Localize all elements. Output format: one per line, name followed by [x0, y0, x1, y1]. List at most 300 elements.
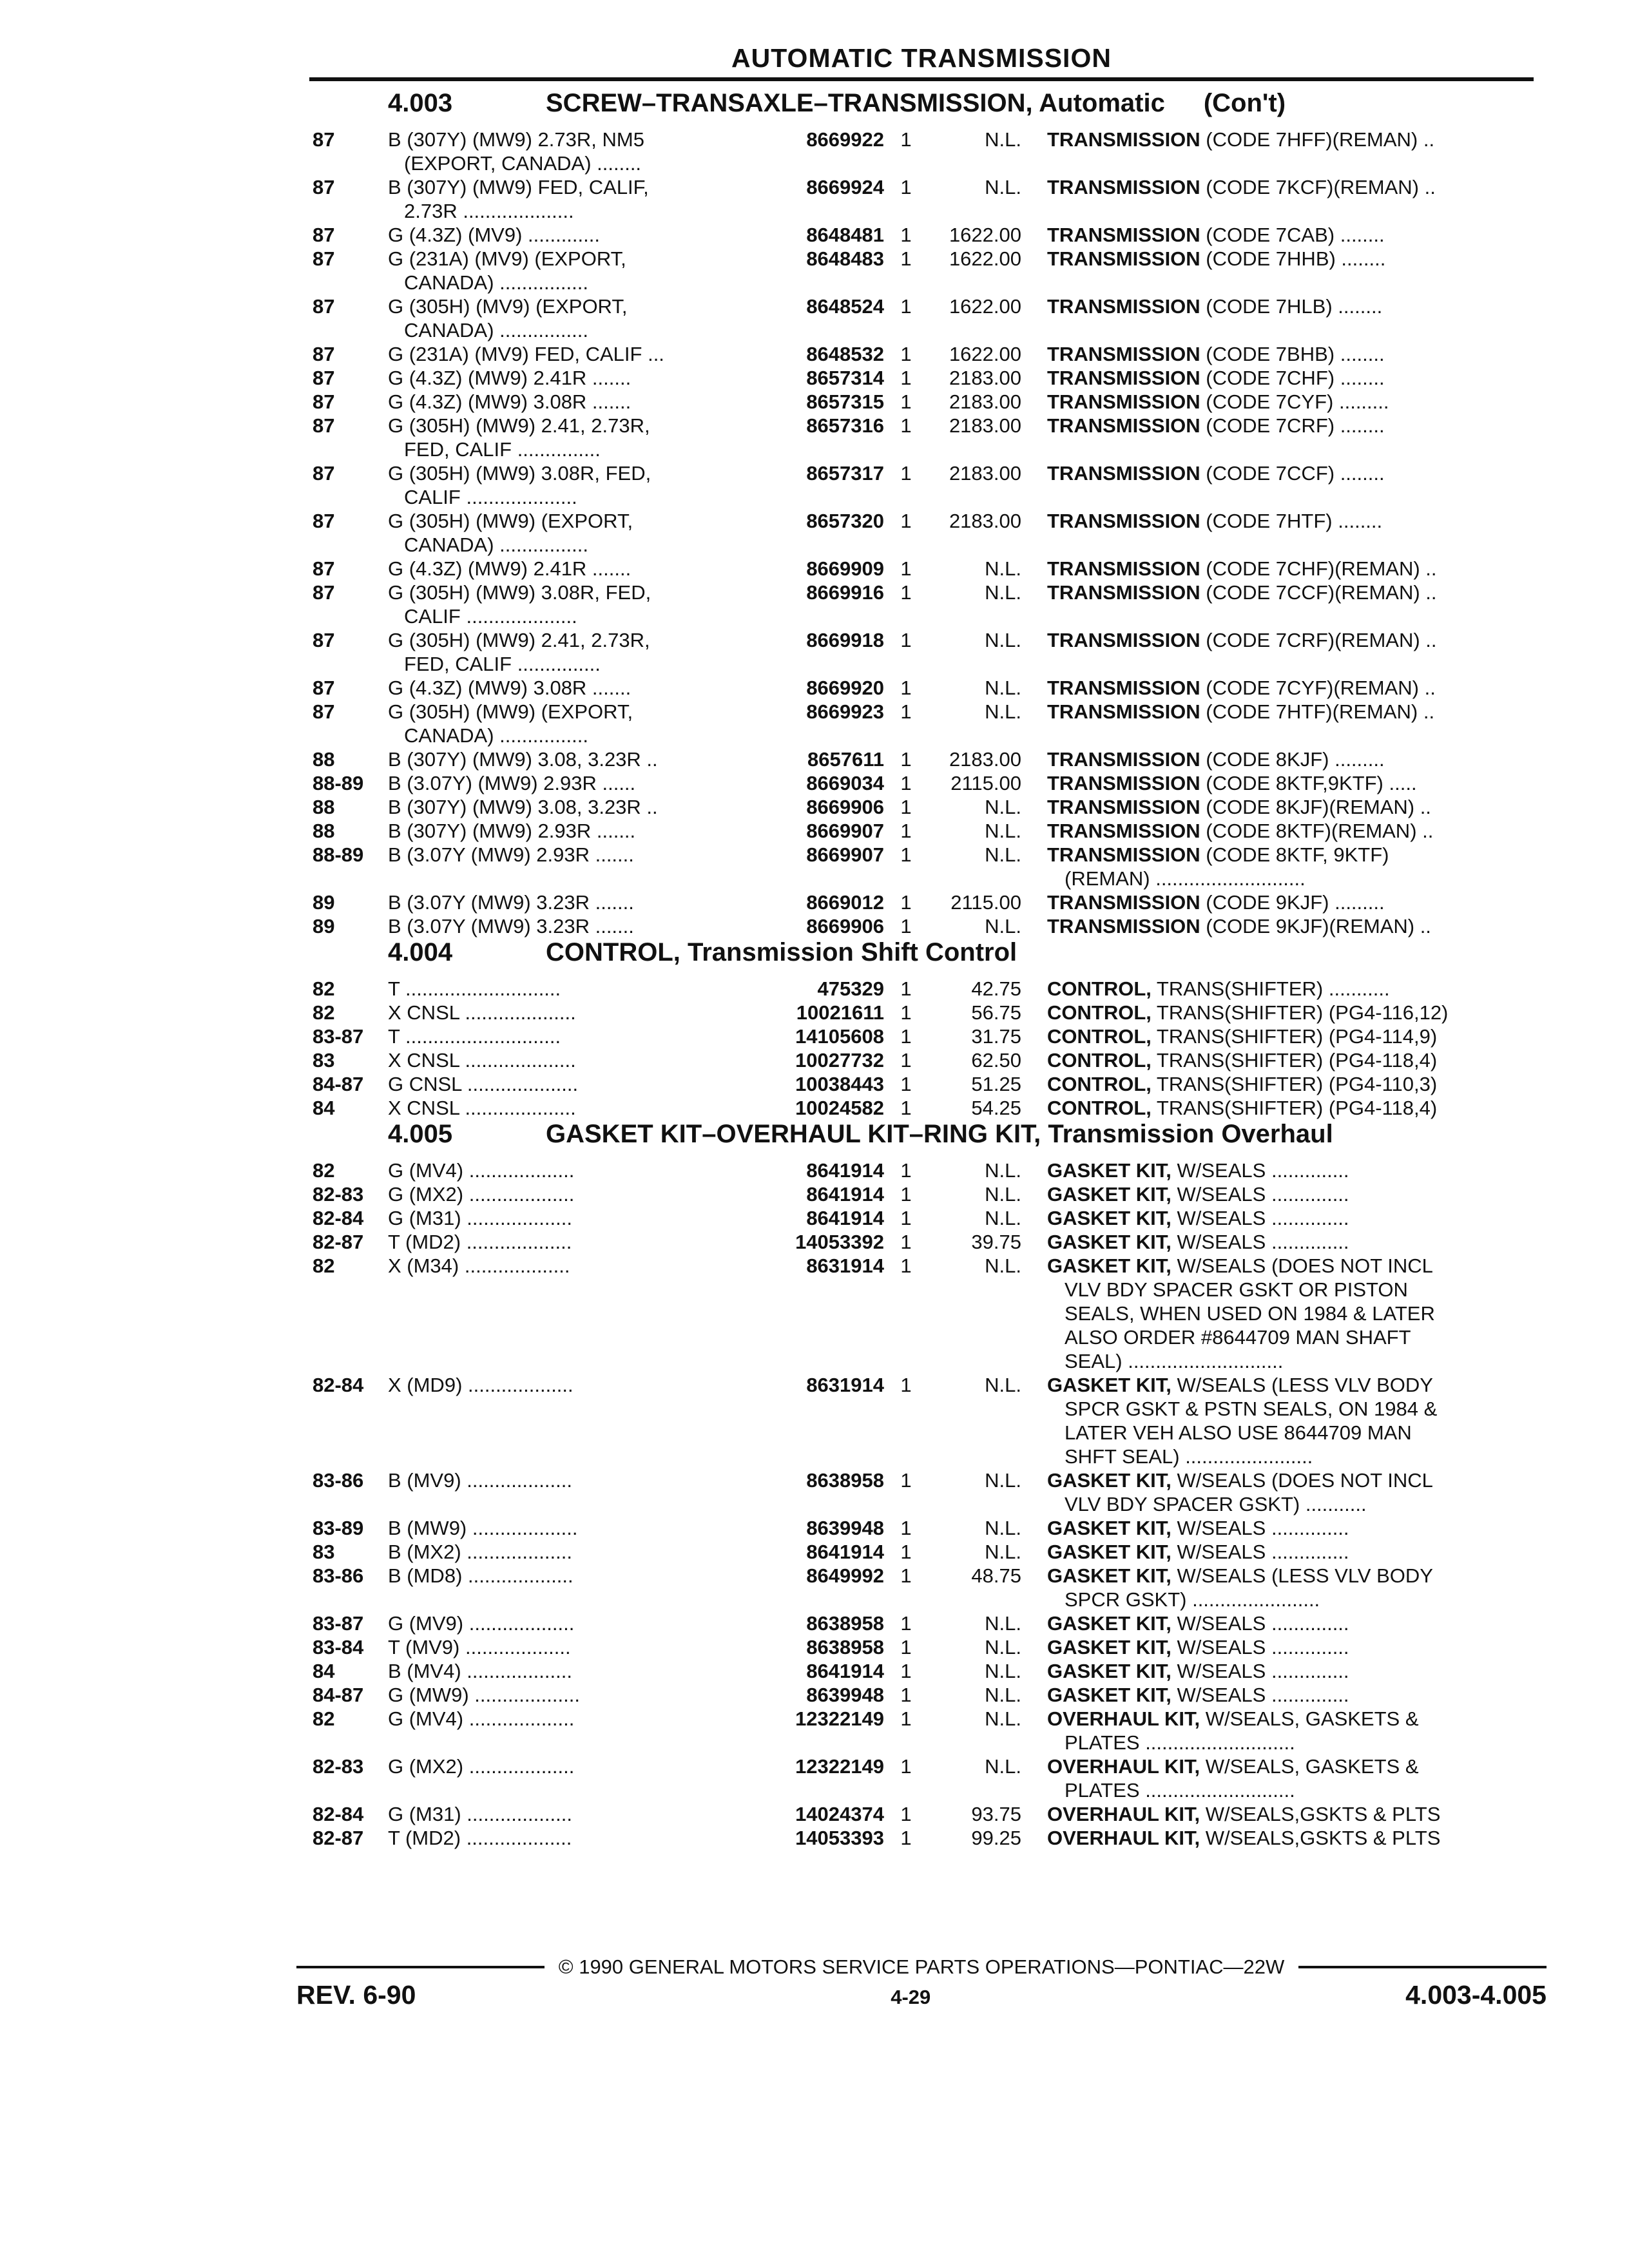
price: N.L.	[985, 1755, 1021, 1778]
part-name-line: SHFT SEAL) .......................	[1065, 1445, 1313, 1468]
application-desc	[388, 1611, 755, 1635]
application-line: CANADA) ................	[404, 271, 588, 294]
quantity: 1	[900, 1755, 912, 1778]
application-line: G (305H) (MW9) 3.08R, FED,	[388, 581, 651, 604]
quantity: 1	[900, 1254, 912, 1277]
application-line: T ............................	[388, 977, 561, 1000]
part-number: 8669922	[806, 128, 884, 151]
part-name-keyword: TRANSMISSION	[1047, 176, 1200, 198]
price: N.L.	[985, 1636, 1021, 1658]
revision-label: REV. 6-90	[296, 1980, 416, 2010]
part-name	[1047, 390, 1534, 414]
model-year: 82-83	[313, 1755, 364, 1778]
part-name-line: TRANSMISSION (CODE 7HHB) ........	[1047, 247, 1386, 270]
application-desc	[388, 1540, 755, 1564]
table-row	[313, 557, 1543, 581]
table-row	[313, 1659, 1543, 1683]
part-name-line: VLV BDY SPACER GSKT) ...........	[1065, 1493, 1367, 1515]
quantity: 1	[900, 1073, 912, 1095]
part-name-line: TRANSMISSION (CODE 8KTF,9KTF) .....	[1047, 772, 1417, 794]
part-name	[1047, 1826, 1534, 1850]
application-desc	[388, 1048, 755, 1072]
part-number: 8638958	[806, 1612, 884, 1635]
model-year: 87	[313, 510, 335, 532]
part-name	[1047, 1468, 1534, 1516]
part-name-keyword: CONTROL,	[1047, 1097, 1152, 1119]
section-range: 4.003-4.005	[1405, 1980, 1547, 2010]
part-name	[1047, 1206, 1534, 1230]
application-line: B (307Y) (MW9) 2.73R, NM5	[388, 128, 644, 151]
part-name-keyword: GASKET KIT,	[1047, 1374, 1171, 1396]
model-year: 83-87	[313, 1612, 364, 1635]
table-row	[313, 1611, 1543, 1635]
table-row	[313, 1254, 1543, 1373]
model-year: 88	[313, 748, 335, 771]
application-desc	[388, 819, 755, 843]
quantity: 1	[900, 1231, 912, 1253]
application-line: X CNSL ....................	[388, 1049, 576, 1072]
part-name	[1047, 977, 1534, 1001]
quantity: 1	[900, 915, 912, 937]
application-line: G CNSL ....................	[388, 1073, 579, 1095]
part-name	[1047, 557, 1534, 581]
part-name-keyword: TRANSMISSION	[1047, 581, 1200, 604]
parts-catalog	[313, 89, 1543, 1850]
quantity: 1	[900, 748, 912, 771]
quantity: 1	[900, 1541, 912, 1563]
model-year: 82-84	[313, 1207, 364, 1229]
quantity: 1	[900, 1025, 912, 1048]
model-year: 82	[313, 1254, 335, 1277]
part-number: 8669906	[806, 796, 884, 818]
part-name-keyword: TRANSMISSION	[1047, 414, 1200, 437]
part-number: 8657320	[806, 510, 884, 532]
table-row	[313, 1001, 1543, 1024]
part-number: 8641914	[806, 1541, 884, 1563]
application-line: G (MX2) ...................	[388, 1183, 575, 1206]
part-name-line: OVERHAUL KIT, W/SEALS,GSKTS & PLTS	[1047, 1803, 1441, 1825]
part-name	[1047, 1254, 1534, 1373]
part-name	[1047, 1707, 1534, 1754]
section-heading	[313, 89, 1543, 128]
model-year: 82-84	[313, 1803, 364, 1825]
quantity: 1	[900, 390, 912, 413]
section-title: CONTROL, Transmission Shift Control	[546, 938, 1017, 966]
price: N.L.	[985, 1612, 1021, 1635]
part-name-line: TRANSMISSION (CODE 7CYF)(REMAN) ..	[1047, 677, 1436, 699]
application-desc	[388, 1373, 755, 1397]
application-desc	[388, 1230, 755, 1254]
part-number: 8669909	[806, 557, 884, 580]
part-name	[1047, 1158, 1534, 1182]
quantity: 1	[900, 224, 912, 246]
price: N.L.	[985, 843, 1021, 866]
part-name-line: TRANSMISSION (CODE 7CCF)(REMAN) ..	[1047, 581, 1437, 604]
model-year: 84	[313, 1097, 335, 1119]
part-name-keyword: TRANSMISSION	[1047, 796, 1200, 818]
application-line: G (305H) (MV9) (EXPORT,	[388, 295, 628, 318]
part-name-keyword: TRANSMISSION	[1047, 700, 1200, 723]
application-line: CANADA) ................	[404, 319, 588, 341]
part-name-line: TRANSMISSION (CODE 7CYF) .........	[1047, 390, 1389, 413]
part-name	[1047, 890, 1534, 914]
part-name-keyword: GASKET KIT,	[1047, 1660, 1171, 1682]
section-heading	[313, 938, 1543, 977]
part-name-line: GASKET KIT, W/SEALS (LESS VLV BODY	[1047, 1374, 1433, 1396]
model-year: 87	[313, 367, 335, 389]
application-desc	[388, 581, 755, 628]
part-number: 475329	[817, 977, 884, 1000]
table-row	[313, 414, 1543, 461]
part-name-line: GASKET KIT, W/SEALS ..............	[1047, 1541, 1349, 1563]
application-desc	[388, 1707, 755, 1731]
section-4-005	[313, 1120, 1543, 1850]
application-line: T (MD2) ...................	[388, 1231, 572, 1253]
part-name	[1047, 581, 1534, 604]
application-desc	[388, 700, 755, 747]
quantity: 1	[900, 1374, 912, 1396]
part-number: 8669923	[806, 700, 884, 723]
model-year: 82-87	[313, 1231, 364, 1253]
part-name-keyword: GASKET KIT,	[1047, 1612, 1171, 1635]
model-year: 83	[313, 1049, 335, 1072]
application-line: B (3.07Y (MW9) 3.23R .......	[388, 915, 634, 937]
part-name-keyword: TRANSMISSION	[1047, 891, 1200, 914]
part-name-keyword: TRANSMISSION	[1047, 510, 1200, 532]
continued-label: (Con't)	[1203, 89, 1286, 117]
table-row	[313, 581, 1543, 628]
part-name-line: GASKET KIT, W/SEALS ..............	[1047, 1612, 1349, 1635]
table-row	[313, 1683, 1543, 1707]
part-name-keyword: TRANSMISSION	[1047, 247, 1200, 270]
price: 48.75	[971, 1564, 1021, 1587]
part-number: 8657314	[806, 367, 884, 389]
part-name-keyword: TRANSMISSION	[1047, 843, 1200, 866]
price: 2183.00	[949, 510, 1021, 532]
part-name	[1047, 914, 1534, 938]
part-name	[1047, 676, 1534, 700]
application-desc	[388, 977, 755, 1001]
application-line: G (305H) (MW9) 2.41, 2.73R,	[388, 629, 650, 651]
model-year: 82	[313, 1159, 335, 1182]
table-row	[313, 1564, 1543, 1611]
table-row	[313, 1516, 1543, 1540]
part-name-line: TRANSMISSION (CODE 8KJF) .........	[1047, 748, 1385, 771]
model-year: 88-89	[313, 843, 364, 866]
part-name-line: OVERHAUL KIT, W/SEALS, GASKETS &	[1047, 1707, 1419, 1730]
model-year: 87	[313, 462, 335, 485]
model-year: 88	[313, 796, 335, 818]
application-line: B (307Y) (MW9) 3.08, 3.23R ..	[388, 748, 658, 771]
quantity: 1	[900, 1097, 912, 1119]
model-year: 83	[313, 1541, 335, 1563]
application-line: B (3.07Y) (MW9) 2.93R ......	[388, 772, 636, 794]
quantity: 1	[900, 510, 912, 532]
part-number: 8631914	[806, 1254, 884, 1277]
page-title: AUTOMATIC TRANSMISSION	[731, 43, 1112, 73]
section-title: SCREW–TRANSAXLE–TRANSMISSION, Automatic	[546, 89, 1165, 117]
model-year: 87	[313, 557, 335, 580]
part-name-line: CONTROL, TRANS(SHIFTER) (PG4-118,4)	[1047, 1097, 1438, 1119]
part-name-keyword: OVERHAUL KIT,	[1047, 1707, 1200, 1730]
application-desc	[388, 1001, 755, 1024]
part-name-keyword: TRANSMISSION	[1047, 462, 1200, 485]
part-name	[1047, 294, 1534, 318]
part-name-keyword: TRANSMISSION	[1047, 915, 1200, 937]
part-name-line: CONTROL, TRANS(SHIFTER) ...........	[1047, 977, 1390, 1000]
section-number: 4.003	[388, 89, 453, 117]
part-number: 8669920	[806, 677, 884, 699]
part-number: 8648524	[806, 295, 884, 318]
table-row	[313, 977, 1543, 1001]
application-line: G (MV4) ...................	[388, 1159, 575, 1182]
section-heading	[313, 1120, 1543, 1158]
model-year: 83-89	[313, 1517, 364, 1539]
application-line: B (307Y) (MW9) FED, CALIF,	[388, 176, 649, 198]
price: N.L.	[985, 915, 1021, 937]
price: 2183.00	[949, 367, 1021, 389]
table-row	[313, 1635, 1543, 1659]
quantity: 1	[900, 1183, 912, 1206]
table-row	[313, 843, 1543, 890]
table-row	[313, 128, 1543, 175]
part-number: 8641914	[806, 1159, 884, 1182]
part-number: 8639948	[806, 1517, 884, 1539]
application-desc	[388, 1468, 755, 1492]
part-name	[1047, 1564, 1534, 1611]
table-row	[313, 795, 1543, 819]
part-name	[1047, 247, 1534, 271]
table-row	[313, 342, 1543, 366]
part-name	[1047, 819, 1534, 843]
part-name-keyword: OVERHAUL KIT,	[1047, 1755, 1200, 1778]
part-name-line: TRANSMISSION (CODE 7HLB) ........	[1047, 295, 1383, 318]
table-row	[313, 1754, 1543, 1802]
part-number: 8638958	[806, 1469, 884, 1492]
part-name-keyword: GASKET KIT,	[1047, 1254, 1171, 1277]
part-name-keyword: OVERHAUL KIT,	[1047, 1803, 1200, 1825]
table-row	[313, 1182, 1543, 1206]
part-name-line: GASKET KIT, W/SEALS ..............	[1047, 1517, 1349, 1539]
part-name-keyword: CONTROL,	[1047, 1073, 1152, 1095]
part-name-line: CONTROL, TRANS(SHIFTER) (PG4-116,12)	[1047, 1001, 1449, 1024]
price: N.L.	[985, 1660, 1021, 1682]
part-name-keyword: CONTROL,	[1047, 1049, 1152, 1072]
application-line: G (305H) (MW9) 2.41, 2.73R,	[388, 414, 650, 437]
application-desc	[388, 414, 755, 461]
application-desc	[388, 366, 755, 390]
part-number: 8641914	[806, 1183, 884, 1206]
price: N.L.	[985, 557, 1021, 580]
table-row	[313, 700, 1543, 747]
price: N.L.	[985, 1207, 1021, 1229]
part-name	[1047, 509, 1534, 533]
part-name	[1047, 1802, 1534, 1826]
part-name-line: OVERHAUL KIT, W/SEALS,GSKTS & PLTS	[1047, 1827, 1441, 1849]
application-line: B (MX2) ...................	[388, 1541, 572, 1563]
part-name-line: TRANSMISSION (CODE 7BHB) ........	[1047, 343, 1385, 365]
table-row	[313, 1826, 1543, 1850]
part-name-line: GASKET KIT, W/SEALS ..............	[1047, 1183, 1349, 1206]
application-line: X CNSL ....................	[388, 1097, 576, 1119]
application-desc	[388, 294, 755, 342]
part-number: 8641914	[806, 1207, 884, 1229]
quantity: 1	[900, 1001, 912, 1024]
page-footer	[296, 1956, 1547, 2010]
price: N.L.	[985, 1374, 1021, 1396]
part-name-keyword: GASKET KIT,	[1047, 1183, 1171, 1206]
part-number: 8631914	[806, 1374, 884, 1396]
table-row	[313, 1096, 1543, 1120]
price: 54.25	[971, 1097, 1021, 1119]
model-year: 87	[313, 677, 335, 699]
section-title: GASKET KIT–OVERHAUL KIT–RING KIT, Transmission Overhaul	[546, 1120, 1333, 1148]
model-year: 87	[313, 224, 335, 246]
price: 1622.00	[949, 295, 1021, 318]
quantity: 1	[900, 677, 912, 699]
application-desc	[388, 914, 755, 938]
table-row	[313, 390, 1543, 414]
section-4-004	[313, 938, 1543, 1120]
application-line: B (3.07Y (MW9) 2.93R .......	[388, 843, 634, 866]
part-name-keyword: CONTROL,	[1047, 1025, 1152, 1048]
price: N.L.	[985, 796, 1021, 818]
part-name-keyword: TRANSMISSION	[1047, 390, 1200, 413]
part-number: 10027732	[795, 1049, 884, 1072]
model-year: 88	[313, 820, 335, 842]
model-year: 83-84	[313, 1636, 364, 1658]
part-number: 14053393	[795, 1827, 884, 1849]
part-number: 8641914	[806, 1660, 884, 1682]
part-name	[1047, 128, 1534, 151]
quantity: 1	[900, 772, 912, 794]
footer-rule-right	[1298, 1966, 1547, 1968]
part-name-line: TRANSMISSION (CODE 7CRF)(REMAN) ..	[1047, 629, 1437, 651]
part-name-line: GASKET KIT, W/SEALS ..............	[1047, 1231, 1349, 1253]
part-name-line: TRANSMISSION (CODE 7CHF) ........	[1047, 367, 1385, 389]
quantity: 1	[900, 891, 912, 914]
quantity: 1	[900, 247, 912, 270]
price: 39.75	[971, 1231, 1021, 1253]
part-name-keyword: GASKET KIT,	[1047, 1636, 1171, 1658]
part-number: 8648483	[806, 247, 884, 270]
model-year: 84-87	[313, 1684, 364, 1706]
part-name-keyword: TRANSMISSION	[1047, 629, 1200, 651]
part-name-line: SEAL) ............................	[1065, 1350, 1284, 1372]
model-year: 82	[313, 1001, 335, 1024]
table-row	[313, 223, 1543, 247]
part-name	[1047, 1635, 1534, 1659]
application-desc	[388, 1158, 755, 1182]
part-name-line: OVERHAUL KIT, W/SEALS, GASKETS &	[1047, 1755, 1419, 1778]
application-line: G (M31) ...................	[388, 1803, 572, 1825]
part-name-line: (REMAN) ...........................	[1065, 867, 1306, 890]
part-name	[1047, 795, 1534, 819]
part-name	[1047, 771, 1534, 795]
model-year: 83-86	[313, 1564, 364, 1587]
application-desc	[388, 509, 755, 557]
part-name-keyword: TRANSMISSION	[1047, 224, 1200, 246]
part-name	[1047, 1230, 1534, 1254]
application-line: X (MD9) ...................	[388, 1374, 574, 1396]
part-name-keyword: TRANSMISSION	[1047, 128, 1200, 151]
part-name	[1047, 1516, 1534, 1540]
part-name	[1047, 1373, 1534, 1468]
part-name-keyword: GASKET KIT,	[1047, 1469, 1171, 1492]
part-number: 14053392	[795, 1231, 884, 1253]
table-row	[313, 1158, 1543, 1182]
price: 62.50	[971, 1049, 1021, 1072]
part-name-line: TRANSMISSION (CODE 7CRF) ........	[1047, 414, 1385, 437]
application-desc	[388, 1683, 755, 1707]
price: 2183.00	[949, 462, 1021, 485]
quantity: 1	[900, 1660, 912, 1682]
application-line: CALIF ....................	[404, 486, 577, 508]
part-name	[1047, 175, 1534, 199]
part-name	[1047, 747, 1534, 771]
model-year: 82-83	[313, 1183, 364, 1206]
part-name	[1047, 1659, 1534, 1683]
price: 99.25	[971, 1827, 1021, 1849]
application-line: G (MX2) ...................	[388, 1755, 575, 1778]
part-number: 8639948	[806, 1684, 884, 1706]
part-name-line: TRANSMISSION (CODE 7CCF) ........	[1047, 462, 1385, 485]
copyright-notice: © 1990 GENERAL MOTORS SERVICE PARTS OPERATIONS—PONTIAC—22W	[558, 1956, 1285, 1978]
part-name-keyword: TRANSMISSION	[1047, 343, 1200, 365]
model-year: 82	[313, 977, 335, 1000]
part-name-line: GASKET KIT, W/SEALS (LESS VLV BODY	[1047, 1564, 1433, 1587]
part-name-keyword: GASKET KIT,	[1047, 1231, 1171, 1253]
price: N.L.	[985, 820, 1021, 842]
quantity: 1	[900, 1207, 912, 1229]
table-row	[313, 175, 1543, 223]
application-line: G (MW9) ...................	[388, 1684, 580, 1706]
part-name-line: GASKET KIT, W/SEALS ..............	[1047, 1207, 1349, 1229]
application-desc	[388, 1096, 755, 1120]
application-desc	[388, 1635, 755, 1659]
part-number: 8669034	[806, 772, 884, 794]
footer-rule-left	[296, 1966, 545, 1968]
part-name-keyword: OVERHAUL KIT,	[1047, 1827, 1200, 1849]
table-row	[313, 676, 1543, 700]
part-name-line: TRANSMISSION (CODE 7CHF)(REMAN) ..	[1047, 557, 1437, 580]
part-name-line: PLATES ...........................	[1065, 1779, 1295, 1802]
application-desc	[388, 843, 755, 867]
part-name	[1047, 1001, 1534, 1024]
table-row	[313, 890, 1543, 914]
part-name-keyword: CONTROL,	[1047, 977, 1152, 1000]
part-number: 8669906	[806, 915, 884, 937]
application-line: CANADA) ................	[404, 533, 588, 556]
page-number: 4-29	[891, 1986, 931, 2008]
application-desc	[388, 1516, 755, 1540]
part-number: 8648532	[806, 343, 884, 365]
table-row	[313, 1024, 1543, 1048]
quantity: 1	[900, 820, 912, 842]
part-name-line: ALSO ORDER #8644709 MAN SHAFT	[1065, 1326, 1411, 1349]
price: N.L.	[985, 176, 1021, 198]
part-name-line: GASKET KIT, W/SEALS (DOES NOT INCL	[1047, 1469, 1433, 1492]
quantity: 1	[900, 367, 912, 389]
model-year: 83-87	[313, 1025, 364, 1048]
section-number: 4.005	[388, 1120, 453, 1148]
part-name-line: TRANSMISSION (CODE 8KTF)(REMAN) ..	[1047, 820, 1434, 842]
quantity: 1	[900, 1827, 912, 1849]
quantity: 1	[900, 843, 912, 866]
quantity: 1	[900, 1684, 912, 1706]
part-name-keyword: GASKET KIT,	[1047, 1564, 1171, 1587]
application-desc	[388, 1802, 755, 1826]
